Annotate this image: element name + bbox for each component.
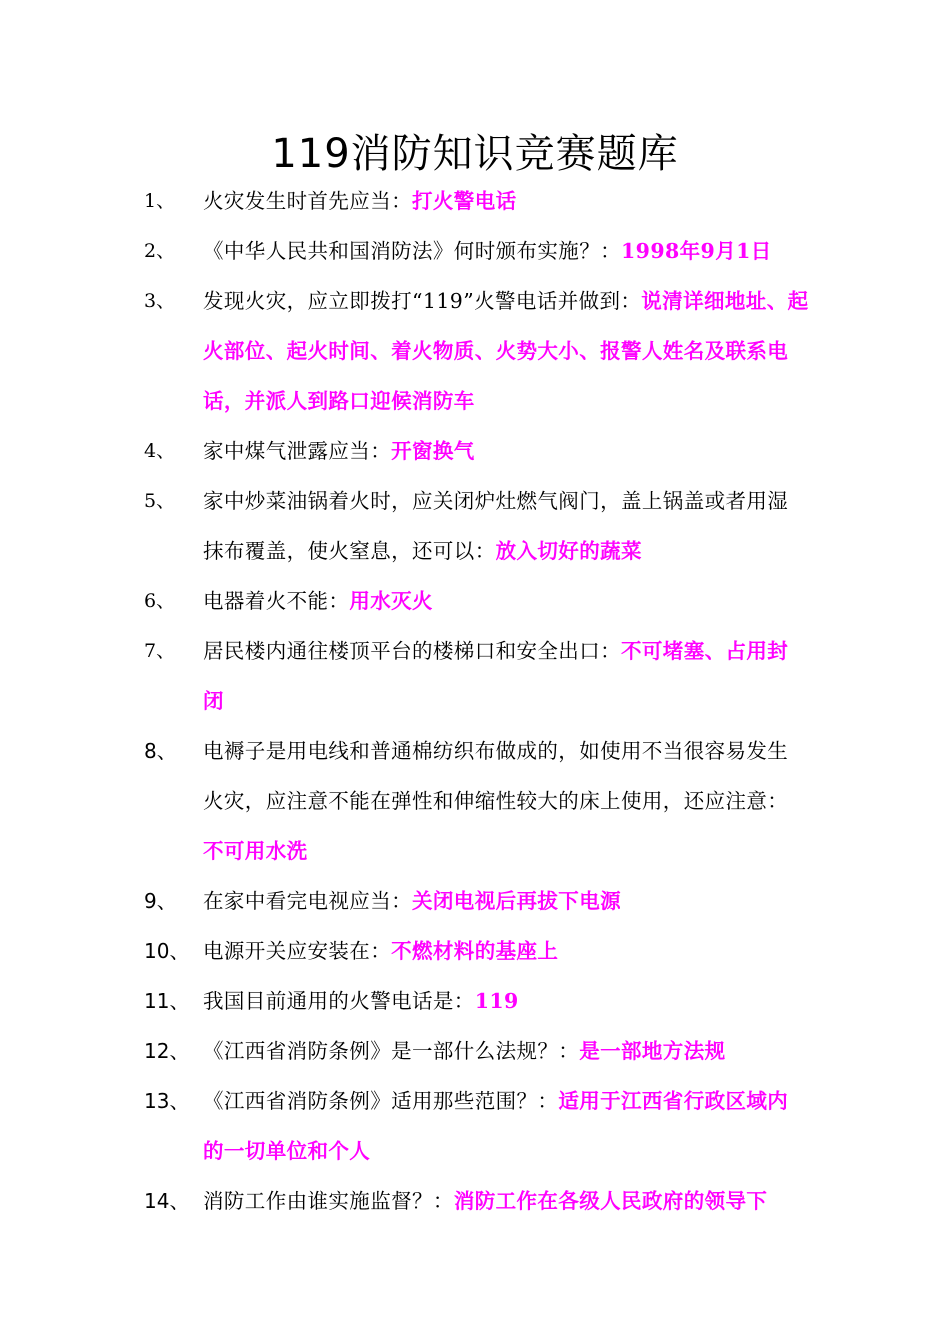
list-item (0, 576, 950, 626)
list-item (0, 176, 950, 226)
list-item (0, 1026, 950, 1076)
answer: 不燃材料的基座上 (391, 939, 559, 963)
question-number: 4、 (144, 440, 176, 462)
answer: 开窗换气 (391, 439, 475, 463)
answer: 说清详细地址、起火部位、起火时间、着火物质、火势大小、报警人姓名及联系电话，并派人到路口迎候消防车 (203, 289, 809, 413)
list-item (0, 1076, 950, 1176)
question-text (203, 1026, 809, 1076)
question: 《中华人民共和国消防法》何时颁布实施？： (203, 239, 621, 263)
list-item (0, 726, 950, 876)
question-number: 6、 (144, 590, 176, 612)
question-number: 13、 (144, 1089, 190, 1113)
question-number: 14、 (144, 1189, 190, 1213)
question-text (203, 576, 809, 626)
answer: 放入切好的蔬菜 (495, 539, 642, 563)
answer: 用水灭火 (349, 589, 433, 613)
question-text (203, 626, 809, 726)
page-title: 119消防知识竞赛题库 (271, 131, 679, 177)
question-text (203, 226, 809, 276)
answer: 1998年9月1日 (621, 239, 772, 263)
list-item (0, 426, 950, 476)
question-text (203, 1076, 809, 1176)
question-number: 8、 (144, 739, 177, 763)
question-number: 2、 (144, 240, 176, 262)
question-list (0, 176, 950, 1226)
answer: 关闭电视后再拔下电源 (412, 889, 621, 913)
question-text (203, 876, 809, 926)
list-item (0, 476, 950, 576)
list-item (0, 276, 950, 426)
question: 在家中看完电视应当： (203, 889, 412, 913)
list-item (0, 626, 950, 726)
question: 家中煤气泄露应当： (203, 439, 392, 463)
answer: 119 (474, 989, 519, 1013)
list-item (0, 976, 950, 1026)
question: 《江西省消防条例》是一部什么法规？： (203, 1039, 580, 1063)
question-number: 12、 (144, 1039, 190, 1063)
question-text (203, 1176, 809, 1226)
answer: 不可用水洗 (203, 839, 308, 863)
question: 我国目前通用的火警电话是： (203, 989, 475, 1013)
question-number: 10、 (144, 939, 190, 963)
question-number: 7、 (144, 640, 176, 662)
question: 家中炒菜油锅着火时，应关闭炉灶燃气阀门，盖上锅盖或者用湿抹布覆盖，使火窒息，还可以： (203, 489, 789, 563)
question: 居民楼内通往楼顶平台的楼梯口和安全出口： (203, 639, 621, 663)
question: 电器着火不能： (203, 589, 350, 613)
question-number: 5、 (144, 490, 176, 512)
answer: 消防工作在各级人民政府的领导下 (453, 1189, 768, 1213)
question-number: 3、 (144, 290, 176, 312)
question: 《江西省消防条例》适用那些范围？： (203, 1089, 559, 1113)
question-text (203, 426, 809, 476)
list-item (0, 876, 950, 926)
list-item (0, 1176, 950, 1226)
question: 消防工作由谁实施监督？： (203, 1189, 454, 1213)
question-number: 9、 (144, 889, 177, 913)
question-text (203, 476, 809, 576)
question-text (203, 926, 809, 976)
question: 发现火灾，应立即拨打“119”火警电话并做到： (203, 289, 642, 313)
question: 电褥子是用电线和普通棉纺织布做成的，如使用不当很容易发生火灾，应注意不能在弹性和伸缩性较大的床上使用，还应注意： (203, 739, 789, 813)
question: 电源开关应安装在： (203, 939, 392, 963)
answer: 是一部地方法规 (579, 1039, 726, 1063)
answer: 打火警电话 (412, 189, 517, 213)
answer: 适用于江西省行政区域内的一切单位和个人 (203, 1089, 789, 1163)
question-text (203, 976, 809, 1026)
question-text (203, 176, 809, 226)
question-number: 1、 (144, 190, 176, 212)
question: 火灾发生时首先应当： (203, 189, 412, 213)
question-text (203, 726, 809, 876)
list-item (0, 226, 950, 276)
answer: 不可堵塞、占用封闭 (203, 639, 789, 713)
question-text (203, 276, 809, 426)
list-item (0, 926, 950, 976)
question-number: 11、 (144, 989, 190, 1013)
